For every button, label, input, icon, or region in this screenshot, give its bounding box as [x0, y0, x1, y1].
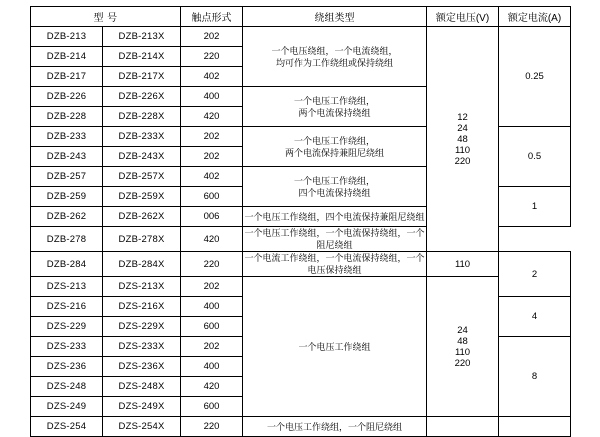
coil-line-2: 两个电流保持兼阻尼绕组	[285, 147, 385, 158]
cell-model-a: DZB-217	[31, 67, 103, 87]
cell-model-b: DZB-257X	[103, 167, 181, 187]
table-row	[31, 417, 571, 437]
coil-line-2: 两个电流保持绕组	[298, 107, 371, 118]
cell-model-a: DZS-229	[31, 317, 103, 337]
cell-current-group: 0.5	[499, 127, 571, 187]
coil-line-1: 一个电压绕组，一个电流绕组，	[271, 45, 398, 56]
cell-model-b: DZS-229X	[103, 317, 181, 337]
cell-coil-group: 一个电压工作绕组，一个电流保持绕组，一个阻尼绕组	[244, 228, 425, 250]
coil-line-1: 一个电压工作绕组，	[294, 175, 376, 186]
cell-voltage-group	[427, 277, 499, 417]
cell-model-a: DZB-226	[31, 87, 103, 107]
cell-model-a: DZS-249	[31, 397, 103, 417]
cell-contact: 600	[181, 187, 243, 207]
cell-model-b: DZS-213X	[103, 277, 181, 297]
cell-contact: 202	[181, 147, 243, 167]
cell-contact: 202	[181, 277, 243, 297]
column-header-type: 型 号	[31, 7, 181, 27]
cell-contact: 202	[181, 337, 243, 357]
column-header-voltage: 额定电压(V)	[427, 7, 499, 27]
cell-model-a: DZB-213	[31, 27, 103, 47]
cell-voltage-group: 110	[427, 252, 499, 277]
cell-current-group	[499, 417, 571, 437]
cell-model-a: DZB-259	[31, 187, 103, 207]
cell-coil-group	[243, 87, 427, 127]
cell-model-b: DZS-233X	[103, 337, 181, 357]
coil-line-2: 均可作为工作绕组或保持绕组	[276, 57, 394, 68]
cell-coil-group: 一个电压工作绕组，一个阻尼绕组	[243, 417, 427, 437]
cell-contact: 420	[181, 107, 243, 127]
cell-model-a: DZB-243	[31, 147, 103, 167]
voltage-value: 110	[454, 144, 471, 156]
cell-model-b: DZB-217X	[103, 67, 181, 87]
cell-voltage-group	[427, 417, 499, 437]
cell-coil-group: 一个电压工作绕组，四个电流保持兼阻尼绕组	[243, 207, 427, 227]
cell-contact: 400	[181, 87, 243, 107]
cell-model-b: DZB-228X	[103, 107, 181, 127]
cell-model-a: DZB-228	[31, 107, 103, 127]
cell-contact: 202	[181, 27, 243, 47]
coil-line-1: 一个电压工作绕组，	[294, 135, 376, 146]
cell-contact: 220	[181, 252, 243, 277]
document-page	[0, 6, 600, 432]
cell-model-b: DZB-233X	[103, 127, 181, 147]
voltage-value: 220	[454, 357, 471, 369]
cell-model-b: DZS-249X	[103, 397, 181, 417]
cell-voltage-group	[427, 27, 499, 252]
cell-contact: 400	[181, 297, 243, 317]
cell-model-a: DZS-254	[31, 417, 103, 437]
cell-contact: 420	[181, 227, 243, 252]
cell-contact: 600	[181, 397, 243, 417]
cell-coil-group: 一个电压工作绕组	[243, 277, 427, 417]
cell-model-b: DZB-259X	[103, 187, 181, 207]
cell-model-b: DZS-216X	[103, 297, 181, 317]
cell-contact: 220	[181, 47, 243, 67]
table-row	[31, 252, 571, 277]
column-header-current: 额定电流(A)	[499, 7, 571, 27]
cell-model-a: DZS-248	[31, 377, 103, 397]
cell-model-a: DZB-284	[31, 252, 103, 277]
voltage-value: 48	[457, 335, 468, 347]
specification-table	[30, 6, 571, 437]
cell-model-a: DZB-262	[31, 207, 103, 227]
column-header-contact: 触点形式	[181, 7, 243, 27]
voltage-value: 12	[457, 111, 468, 123]
cell-model-b: DZB-214X	[103, 47, 181, 67]
cell-coil-group	[243, 27, 427, 87]
table-row	[31, 27, 571, 47]
cell-model-a: DZB-214	[31, 47, 103, 67]
voltage-value: 48	[457, 133, 468, 145]
voltage-value: 110	[454, 346, 471, 358]
cell-coil-group: 一个电流工作绕组，一个电流保持绕组，一个电压保持绕组	[244, 253, 425, 275]
cell-model-a: DZB-278	[31, 227, 103, 252]
voltage-value: 24	[457, 122, 468, 134]
cell-model-b: DZB-243X	[103, 147, 181, 167]
cell-model-b: DZS-254X	[103, 417, 181, 437]
table-row	[31, 277, 571, 297]
cell-model-a: DZB-257	[31, 167, 103, 187]
voltage-value: 220	[454, 155, 471, 167]
cell-model-a: DZS-213	[31, 277, 103, 297]
cell-model-a: DZS-233	[31, 337, 103, 357]
coil-line-1: 一个电压工作绕组，	[294, 95, 376, 106]
cell-model-b: DZB-262X	[103, 207, 181, 227]
cell-contact: 220	[181, 417, 243, 437]
cell-contact: 202	[181, 127, 243, 147]
coil-line-2: 四个电流保持绕组	[298, 187, 371, 198]
column-header-coil: 绕组类型	[243, 7, 427, 27]
cell-model-a: DZS-236	[31, 357, 103, 377]
cell-model-b: DZB-278X	[103, 227, 181, 252]
cell-current-group: 8	[499, 337, 571, 417]
cell-model-a: DZB-233	[31, 127, 103, 147]
cell-coil-group	[243, 127, 427, 167]
cell-model-b: DZB-213X	[103, 27, 181, 47]
cell-contact: 400	[181, 357, 243, 377]
cell-model-b: DZB-284X	[103, 252, 181, 277]
cell-contact: 402	[181, 167, 243, 187]
cell-current-group: 0.25	[499, 27, 571, 127]
cell-model-b: DZS-248X	[103, 377, 181, 397]
cell-model-a: DZS-216	[31, 297, 103, 317]
cell-contact: 600	[181, 317, 243, 337]
cell-coil-group	[243, 167, 427, 207]
cell-current-group: 1	[499, 187, 571, 227]
cell-current-group: 4	[499, 297, 571, 337]
cell-contact: 006	[181, 207, 243, 227]
cell-model-b: DZS-236X	[103, 357, 181, 377]
voltage-value: 24	[457, 324, 468, 336]
table-header-row	[31, 7, 571, 27]
cell-contact: 420	[181, 377, 243, 397]
cell-model-b: DZB-226X	[103, 87, 181, 107]
cell-current-group: 2	[499, 252, 571, 297]
cell-contact: 402	[181, 67, 243, 87]
